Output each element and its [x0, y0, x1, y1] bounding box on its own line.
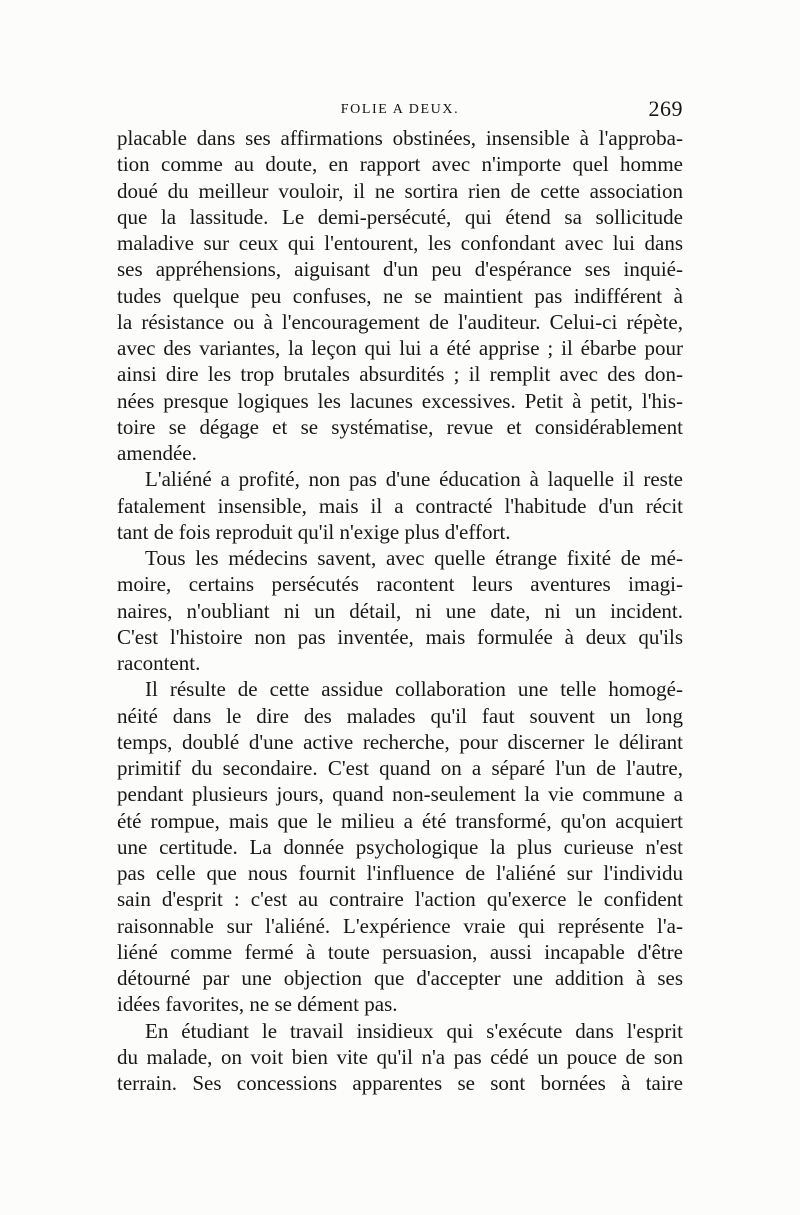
text-line: L'aliéné a profité, non pas d'une éducation à laquelle il reste	[145, 467, 683, 492]
text-line: Il résulte de cette assidue collaboration une telle homogé-	[145, 677, 683, 702]
text-line: néité dans le dire des malades qu'il faut souvent un long	[117, 703, 683, 728]
paragraph	[117, 676, 683, 1017]
text-line: liéné comme fermé à toute persuasion, aussi incapable d'être	[117, 939, 683, 964]
text-line: naires, n'oubliant ni un détail, ni une date, ni un incident.	[117, 598, 683, 623]
text-line: la résistance ou à l'encouragement de l'auditeur. Celui-ci répète,	[117, 309, 683, 334]
text-line: nées presque logiques les lacunes excessives. Petit à petit, l'his-	[117, 388, 683, 413]
text-line: racontent.	[117, 651, 201, 675]
text-line: toire se dégage et se systématise, revue et considérablement	[117, 414, 683, 439]
text-line: fatalement insensible, mais il a contracté l'habitude d'un récit	[117, 493, 683, 518]
text-line: ses appréhensions, aiguisant d'un peu d'espérance ses inquié-	[117, 257, 683, 282]
paragraph	[117, 1018, 683, 1097]
text-line: doué du meilleur vouloir, il ne sortira rien de cette association	[117, 178, 683, 203]
text-line: primitif du secondaire. C'est quand on a séparé l'un de l'autre,	[117, 756, 683, 780]
running-title: FOLIE A DEUX.	[340, 102, 460, 117]
text-line: que la lassitude. Le demi-persécuté, qui étend sa sollicitude	[117, 204, 683, 229]
text-line: maladive sur ceux qui l'entourent, les confondant avec lui dans	[117, 231, 683, 255]
paragraph	[117, 545, 683, 676]
text-line: pendant plusieurs jours, quand non-seulement la vie commune a	[117, 782, 683, 807]
text-line: moire, certains persécutés racontent leurs aventures imagi-	[117, 572, 683, 597]
text-line: sain d'esprit : c'est au contraire l'action qu'exerce le confident	[117, 887, 683, 912]
text-line: terrain. Ses concessions apparentes se sont bornées à taire	[117, 1071, 683, 1095]
text-line: pas celle que nous fournit l'influence de l'aliéné sur l'individu	[117, 861, 683, 885]
running-header	[117, 96, 683, 124]
text-line: placable dans ses affirmations obstinées, insensible à l'approba-	[117, 126, 683, 150]
text-line: idées favorites, ne se dément pas.	[117, 992, 398, 1017]
text-line: du malade, on voit bien vite qu'il n'a pas cédé un pouce de son	[117, 1044, 683, 1069]
text-line: détourné par une objection que d'accepter une addition à ses	[117, 966, 683, 990]
text-line: raisonnable sur l'aliéné. L'expérience vraie qui représente l'a-	[117, 913, 683, 938]
text-line: avec des variantes, la leçon qui lui a été apprise ; il ébarbe pour	[117, 336, 683, 360]
text-line: amendée.	[117, 441, 197, 465]
paragraph	[117, 466, 683, 545]
text-line: temps, doublé d'une active recherche, pour discerner le délirant	[117, 729, 683, 754]
text-line: En étudiant le travail insidieux qui s'exécute dans l'esprit	[145, 1018, 683, 1043]
body-text	[117, 125, 683, 1096]
text-line: tion comme au doute, en rapport avec n'importe quel homme	[117, 152, 683, 177]
text-line: C'est l'histoire non pas inventée, mais formulée à deux qu'ils	[117, 624, 683, 649]
paragraph-continued	[117, 125, 683, 466]
text-line: tudes quelque peu confuses, ne se maintient pas indifférent à	[117, 283, 683, 308]
text-line: tant de fois reproduit qu'il n'exige plus d'effort.	[117, 519, 511, 544]
text-line: une certitude. La donnée psychologique la plus curieuse n'est	[117, 834, 683, 859]
text-line: ainsi dire les trop brutales absurdités ; il remplit avec des don-	[117, 362, 683, 387]
text-line: Tous les médecins savent, avec quelle étrange fixité de mé-	[145, 546, 683, 570]
page-number: 269	[648, 96, 683, 121]
text-line: été rompue, mais que le milieu a été transformé, qu'on acquiert	[117, 808, 683, 833]
